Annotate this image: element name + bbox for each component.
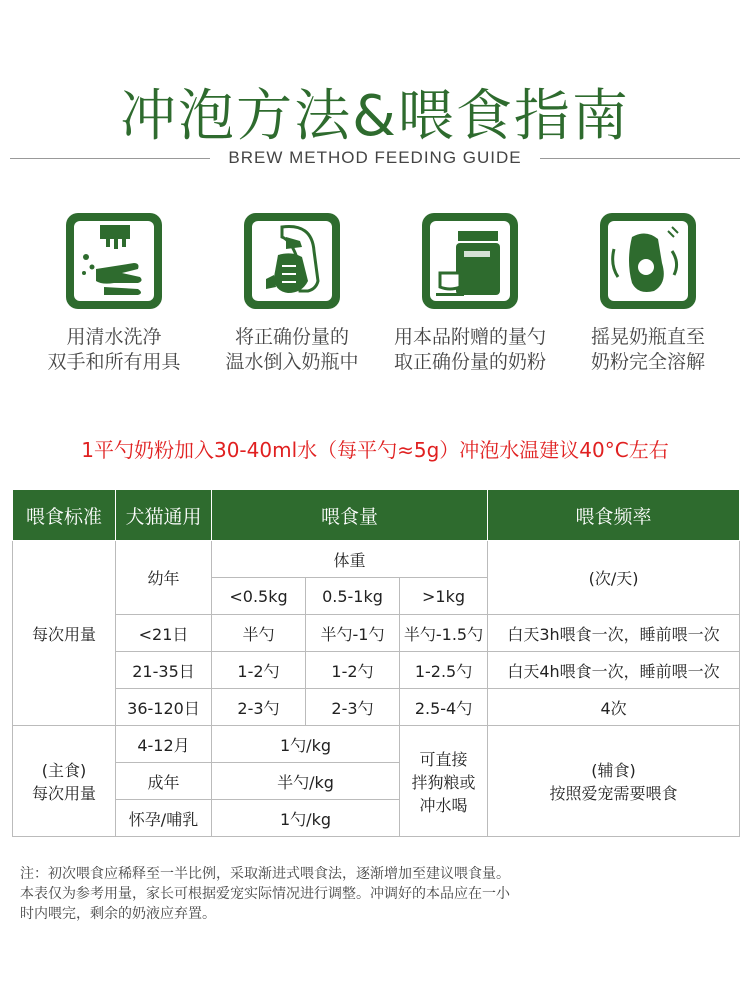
- mix-method-cell: [400, 726, 488, 837]
- step-caption-line: 用清水洗净: [66, 326, 162, 348]
- step-caption-line: 用本品附赠的量勺: [393, 326, 546, 348]
- supplement-line: (辅食): [591, 761, 636, 780]
- group-label-line: 每次用量: [31, 784, 96, 803]
- step-caption-line: 温水倒入奶瓶中: [225, 351, 359, 373]
- age-cell: 36-120日: [116, 689, 212, 726]
- age-cell: 成年: [116, 763, 212, 800]
- supplement-line: 按照爱宠需要喂食: [549, 784, 678, 803]
- table-row: [13, 615, 740, 652]
- footnote-line: 时内喂完，剩余的奶液应弃置。: [20, 906, 216, 922]
- mix-method-line: 可直接: [419, 749, 468, 769]
- amount-cell: 1勺/kg: [212, 800, 400, 837]
- step-caption-line: 将正确份量的: [234, 326, 349, 348]
- amount-cell: 2-3勺: [212, 689, 306, 726]
- amount-cell: 2.5-4勺: [400, 689, 488, 726]
- mix-method-line: 拌狗粮或: [411, 772, 476, 792]
- step-caption-line: 奶粉完全溶解: [590, 351, 705, 373]
- header-feeding-frequency: 喂食频率: [488, 490, 740, 541]
- age-cell: 4-12月: [116, 726, 212, 763]
- frequency-cell: 4次: [488, 689, 740, 726]
- amount-cell: 1-2.5勺: [400, 652, 488, 689]
- amount-cell: 半勺-1勺: [306, 615, 400, 652]
- group-label-per-serving: 每次用量: [13, 541, 116, 726]
- weight-range: 0.5-1kg: [306, 578, 400, 615]
- amount-cell: 半勺: [212, 615, 306, 652]
- table-header-row: [13, 490, 740, 541]
- feeding-table: [12, 489, 740, 837]
- amount-cell: 1勺/kg: [212, 726, 400, 763]
- frequency-unit: (次/天): [488, 541, 740, 615]
- amount-cell: 1-2勺: [306, 652, 400, 689]
- footnote-line: 注：初次喂食应稀释至一半比例，采取渐进式喂食法，逐渐增加至建议喂食量。: [20, 866, 510, 882]
- subtitle-row: [0, 146, 750, 172]
- frequency-cell: 白天3h喂食一次，睡前喂一次: [488, 615, 740, 652]
- pour-water-bottle-icon: [244, 213, 340, 309]
- amount-cell: 2-3勺: [306, 689, 400, 726]
- header-pet-type: 犬猫通用: [116, 490, 212, 541]
- step-caption-3: [380, 325, 560, 375]
- step-caption-2: [202, 325, 382, 375]
- mix-method-line: 冲水喝: [419, 795, 468, 815]
- group-label-line: (主食): [41, 761, 87, 780]
- footnote-line: 本表仅为参考用量，家长可根据爱宠实际情况进行调整。冲调好的本品应在一小: [20, 886, 510, 902]
- amount-cell: 1-2勺: [212, 652, 306, 689]
- brew-hint: 1平勺奶粉加入30-40ml水（每平勺≈5g）冲泡水温建议40°C左右: [81, 438, 669, 462]
- header-feeding-standard: 喂食标准: [13, 490, 116, 541]
- subtitle-divider-right: [540, 158, 740, 159]
- weight-label: 体重: [212, 541, 488, 578]
- page-subtitle: BREW METHOD FEEDING GUIDE: [228, 148, 522, 167]
- step-caption-line: 摇晃奶瓶直至: [590, 326, 705, 348]
- header-feeding-amount: 喂食量: [212, 490, 488, 541]
- age-cell: 怀孕/哺乳: [116, 800, 212, 837]
- age-cell: 21-35日: [116, 652, 212, 689]
- amount-cell: 半勺-1.5勺: [400, 615, 488, 652]
- page-title: 冲泡方法&喂食指南: [120, 84, 630, 149]
- step-caption-1: [24, 325, 204, 375]
- footnote: [20, 864, 730, 924]
- table-row: [13, 689, 740, 726]
- hand-wash-icon: [66, 213, 162, 309]
- step-caption-4: [558, 325, 738, 375]
- step-caption-line: 双手和所有用具: [47, 351, 181, 373]
- milk-powder-scoop-icon: [422, 213, 518, 309]
- table-row: [13, 541, 740, 578]
- weight-range: >1kg: [400, 578, 488, 615]
- group-label-staple: [13, 726, 116, 837]
- step-caption-line: 取正确份量的奶粉: [393, 351, 546, 373]
- supplement-cell: [488, 726, 740, 837]
- young-label: 幼年: [116, 541, 212, 615]
- weight-range: <0.5kg: [212, 578, 306, 615]
- amount-cell: 半勺/kg: [212, 763, 400, 800]
- frequency-cell: 白天4h喂食一次，睡前喂一次: [488, 652, 740, 689]
- table-row: [13, 726, 740, 763]
- shake-bottle-icon: [600, 213, 696, 309]
- table-row: [13, 652, 740, 689]
- age-cell: <21日: [116, 615, 212, 652]
